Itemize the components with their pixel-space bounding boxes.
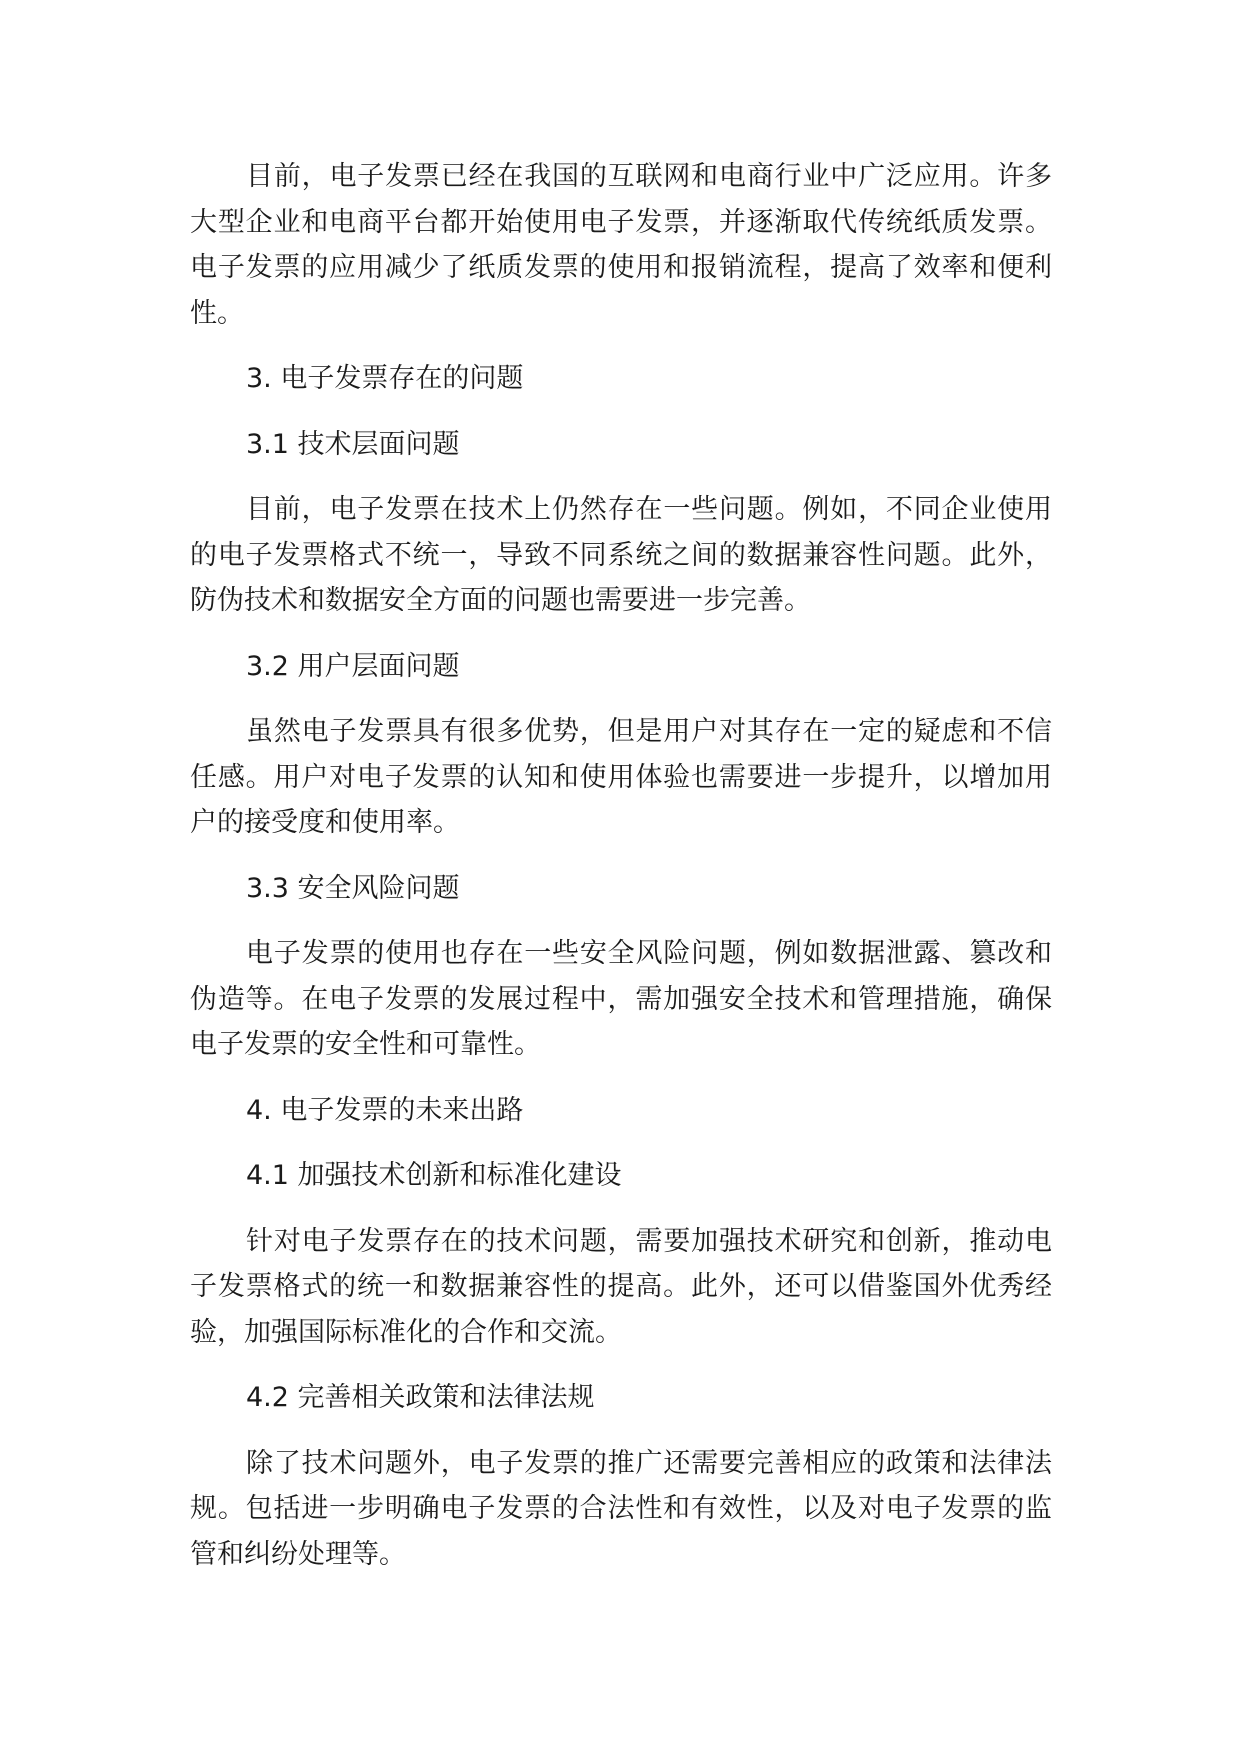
heading-section-3-3: 3.3 安全风险问题 bbox=[246, 872, 460, 904]
paragraph-technical-issues: 目前，电子发票在技术上仍然存在一些问题。例如，不同企业使用的电子发票格式不统一，导致不同系统之间的数据兼容性问题。此外，防伪技术和数据安全方面的问题也需要进一步完善。 bbox=[190, 494, 1052, 616]
paragraph-policy-laws: 除了技术问题外，电子发票的推广还需要完善相应的政策和法律法规。包括进一步明确电子发票的合法性和有效性，以及对电子发票的监管和纠纷处理等。 bbox=[190, 1447, 1052, 1570]
paragraph-security-risks: 电子发票的使用也存在一些安全风险问题，例如数据泄露、篡改和伪造等。在电子发票的发展过程中，需加强安全技术和管理措施，确保电子发票的安全性和可靠性。 bbox=[190, 938, 1052, 1060]
heading-section-3: 3. 电子发票存在的问题 bbox=[246, 363, 524, 394]
paragraph-current-application: 目前，电子发票已经在我国的互联网和电商行业中广泛应用。许多大型企业和电商平台都开始使用电子发票，并逐渐取代传统纸质发票。电子发票的应用减少了纸质发票的使用和报销流程，提高了效率和便利性。 bbox=[190, 161, 1052, 329]
heading-section-4: 4. 电子发票的未来出路 bbox=[246, 1094, 524, 1126]
paragraph-user-issues: 虽然电子发票具有很多优势，但是用户对其存在一定的疑虑和不信任感。用户对电子发票的认知和使用体验也需要进一步提升，以增加用户的接受度和使用率。 bbox=[190, 716, 1052, 838]
paragraph-technology-innovation: 针对电子发票存在的技术问题，需要加强技术研究和创新，推动电子发票格式的统一和数据兼容性的提高。此外，还可以借鉴国外优秀经验，加强国际标准化的合作和交流。 bbox=[190, 1225, 1052, 1348]
heading-section-3-2: 3.2 用户层面问题 bbox=[246, 650, 460, 682]
document-body bbox=[190, 154, 1052, 1577]
heading-section-3-1: 3.1 技术层面问题 bbox=[246, 428, 460, 460]
heading-section-4-2: 4.2 完善相关政策和法律法规 bbox=[246, 1382, 595, 1413]
heading-section-4-1: 4.1 加强技术创新和标准化建设 bbox=[246, 1160, 622, 1191]
